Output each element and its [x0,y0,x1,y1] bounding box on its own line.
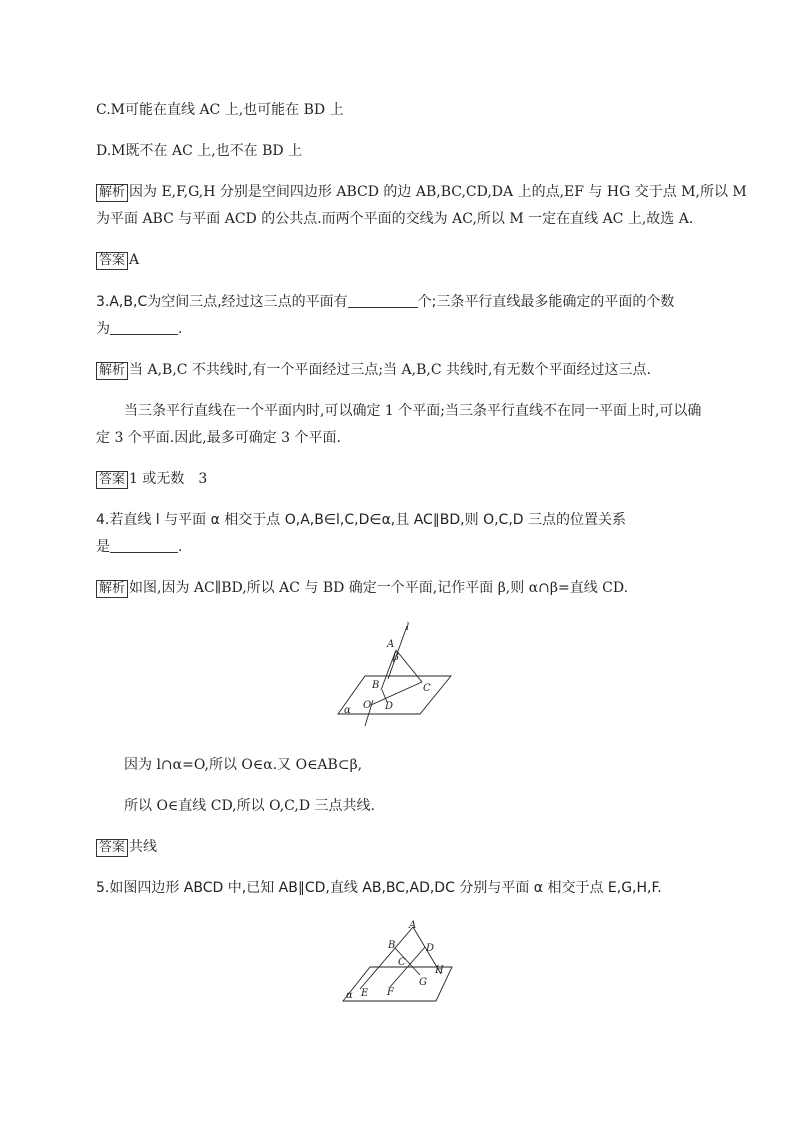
q4-analysis-line-2: 因为 l∩α=O,所以 O∈α.又 O∈AB⊂β, [124,757,363,773]
q4-blank[interactable] [110,538,178,553]
label-o: O [363,700,372,711]
label-e: E [361,988,369,999]
plane-alpha [338,676,451,714]
q4-analysis-line-1 [96,578,706,598]
label-c: C [398,957,406,968]
q3-period: . [178,321,183,337]
q3-analysis-line-2: 当三条平行直线在一个平面内时,可以确定 1 个平面;当三条平行直线不在同一平面上时,可以确 [124,403,702,419]
label-alpha: α [346,990,353,1001]
label-b: B [388,940,396,951]
q2-analysis-line-1 [96,182,747,202]
q2-analysis-text-1: 因为 E,F,G,H 分别是空间四边形 ABCD 的边 AB,BC,CD,DA 上的点,EF 与 HG 交于点 M,所以 M [129,184,747,200]
label-a: A [387,639,395,650]
label-a: A [409,920,417,931]
q4-stem-prefix: 是 [96,539,110,555]
analysis-tag: 解析 [96,362,128,380]
option-c: C.M可能在直线 AC 上,也可能在 BD 上 [96,102,344,118]
label-b: B [372,680,380,691]
q3-stem-prefix: 为 [96,321,110,337]
label-alpha: α [344,705,351,716]
answer-tag: 答案 [96,252,128,270]
q4-period: . [178,539,183,555]
q3-analysis-line-3: 定 3 个平面.因此,最多可确定 3 个平面. [96,430,341,446]
q4-stem-line-2 [96,537,706,557]
q3-answer-text: 1 或无数 3 [129,471,208,487]
label-d: D [426,943,435,954]
label-l: l [406,622,410,633]
answer-tag: 答案 [96,471,128,489]
q4-analysis-line-3: 所以 O∈直线 CD,所以 O,C,D 三点共线. [124,798,375,814]
q3-blank-2[interactable] [110,320,178,335]
answer-tag: 答案 [96,839,128,857]
q3-stem-part-2: 个;三条平行直线最多能确定的平面的个数 [417,294,675,310]
segment-ac [396,650,422,682]
q3-analysis-text-1: 当 A,B,C 不共线时,有一个平面经过三点;当 A,B,C 共线时,有无数个平面经过这三点. [129,362,651,378]
label-g: G [419,977,427,988]
option-d: D.M既不在 AC 上,也不在 BD 上 [96,143,303,159]
q3-stem-line-1 [96,292,706,312]
q5-figure [340,915,458,1005]
q2-analysis-line-2: 为平面 ABC 与平面 ACD 的公共点.而两个平面的交线为 AC,所以 M 一定在直线 AC 上,故选 A. [96,211,694,227]
q5-stem: 5.如图四边形 ABCD 中,已知 AB∥CD,直线 AB,BC,AD,DC 分别与平面 α 相交于点 E,G,H,F. [96,880,662,896]
q4-answer [96,837,706,857]
q4-figure [335,618,460,733]
q4-analysis-text-1: 如图,因为 AC∥BD,所以 AC 与 BD 确定一个平面,记作平面 β,则 α∩β=直线 CD. [129,580,629,596]
q3-stem-line-2 [96,319,706,339]
label-f: F [387,987,394,998]
q3-stem-part-1: 3.A,B,C为空间三点,经过这三点的平面有 [96,294,348,310]
q4-answer-text: 共线 [129,839,158,855]
analysis-tag: 解析 [96,184,128,202]
q3-answer [96,469,706,489]
q2-answer [96,250,706,270]
q2-answer-text: A [129,252,140,268]
label-h: H [435,965,444,976]
q3-analysis-line-1 [96,360,706,380]
analysis-tag: 解析 [96,580,128,598]
label-d: D [385,701,394,712]
q4-stem-line-1: 4.若直线 l 与平面 α 相交于点 O,A,B∈l,C,D∈α,且 AC∥BD,则 O,C,D 三点的位置关系 [96,512,627,528]
q3-blank-1[interactable] [348,293,418,308]
label-c: C [423,683,431,694]
label-beta: β [393,652,399,663]
